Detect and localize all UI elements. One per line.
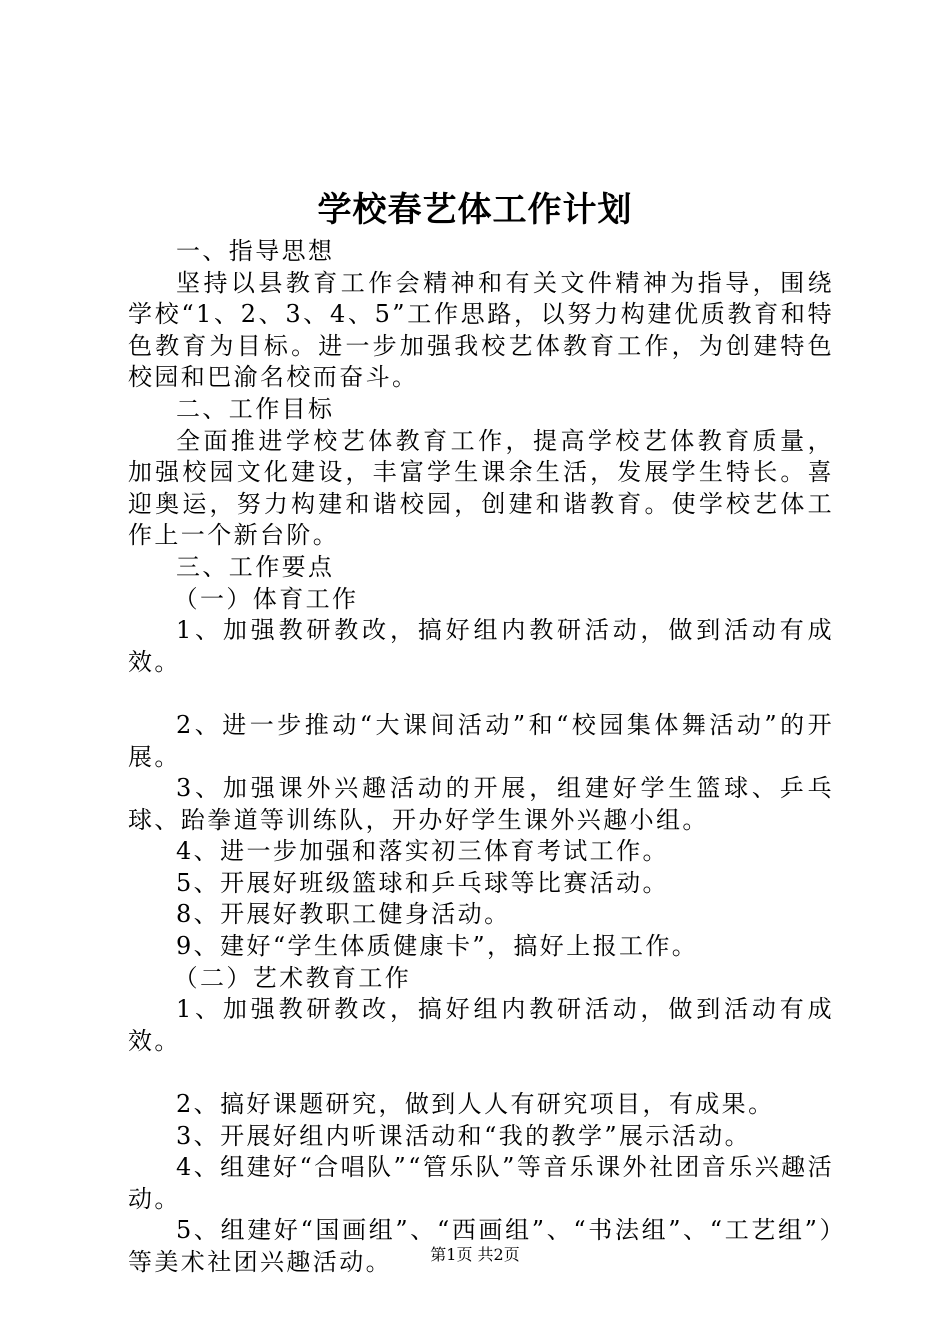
list-item: 2、搞好课题研究，做到人人有研究项目，有成果。 [176, 1090, 775, 1119]
list-item: 5、开展好班级篮球和乒乓球等比赛活动。 [176, 868, 669, 897]
list-item: 4、组建好“合唱队”“管乐队”等音乐课外社团音乐兴趣活动。 [128, 1153, 834, 1213]
subsection-heading-arts: （二）艺术教育工作 [173, 963, 412, 992]
list-item: 1、加强教研教改，搞好组内教研活动，做到活动有成效。 [128, 995, 834, 1055]
list-item: 1、加强教研教改，搞好组内教研活动，做到活动有成效。 [128, 616, 834, 676]
list-item: 4、进一步加强和落实初三体育考试工作。 [176, 837, 669, 866]
list-item: 5、组建好“国画组”、“西画组”、“书法组”、“工艺组”）等美术社团兴趣活动。 [128, 1216, 834, 1276]
list-item: 3、开展好组内听课活动和“我的教学”展示活动。 [176, 1121, 752, 1150]
list-item: 8、开展好教职工健身活动。 [176, 900, 511, 929]
list-item: 9、建好“学生体质健康卡”，搞好上报工作。 [176, 932, 699, 961]
body-paragraph: 全面推进学校艺体教育工作，提高学校艺体教育质量，加强校园文化建设，丰富学生课余生活，发展学生特长。喜迎奥运，努力构建和谐校园，创建和谐教育。使学校艺体工作上一个新台阶。 [128, 426, 834, 550]
document-title: 学校春艺体工作计划 [317, 190, 633, 230]
body-paragraph: 坚持以县教育工作会精神和有关文件精神为指导，围绕学校“1、2、3、4、5”工作思路，以努力构建优质教育和特色教育为目标。进一步加强我校艺体教育工作，为创建特色校园和巴渝名校而奋斗。 [128, 268, 834, 392]
list-item: 2、进一步推动“大课间活动”和“校园集体舞活动”的开展。 [128, 710, 834, 771]
list-item: 3、加强课外兴趣活动的开展，组建好学生篮球、乒乓球、跆拳道等训练队，开办好学生课外兴趣小组。 [128, 774, 834, 834]
page-footer: 第1页 共2页 [430, 1245, 520, 1264]
subsection-heading-pe: （一）体育工作 [173, 584, 359, 613]
section-heading-work-points: 三、工作要点 [176, 552, 335, 581]
section-heading-work-goals: 二、工作目标 [176, 394, 335, 423]
document-body [128, 236, 834, 1279]
section-heading-guiding-ideology: 一、指导思想 [176, 237, 335, 265]
